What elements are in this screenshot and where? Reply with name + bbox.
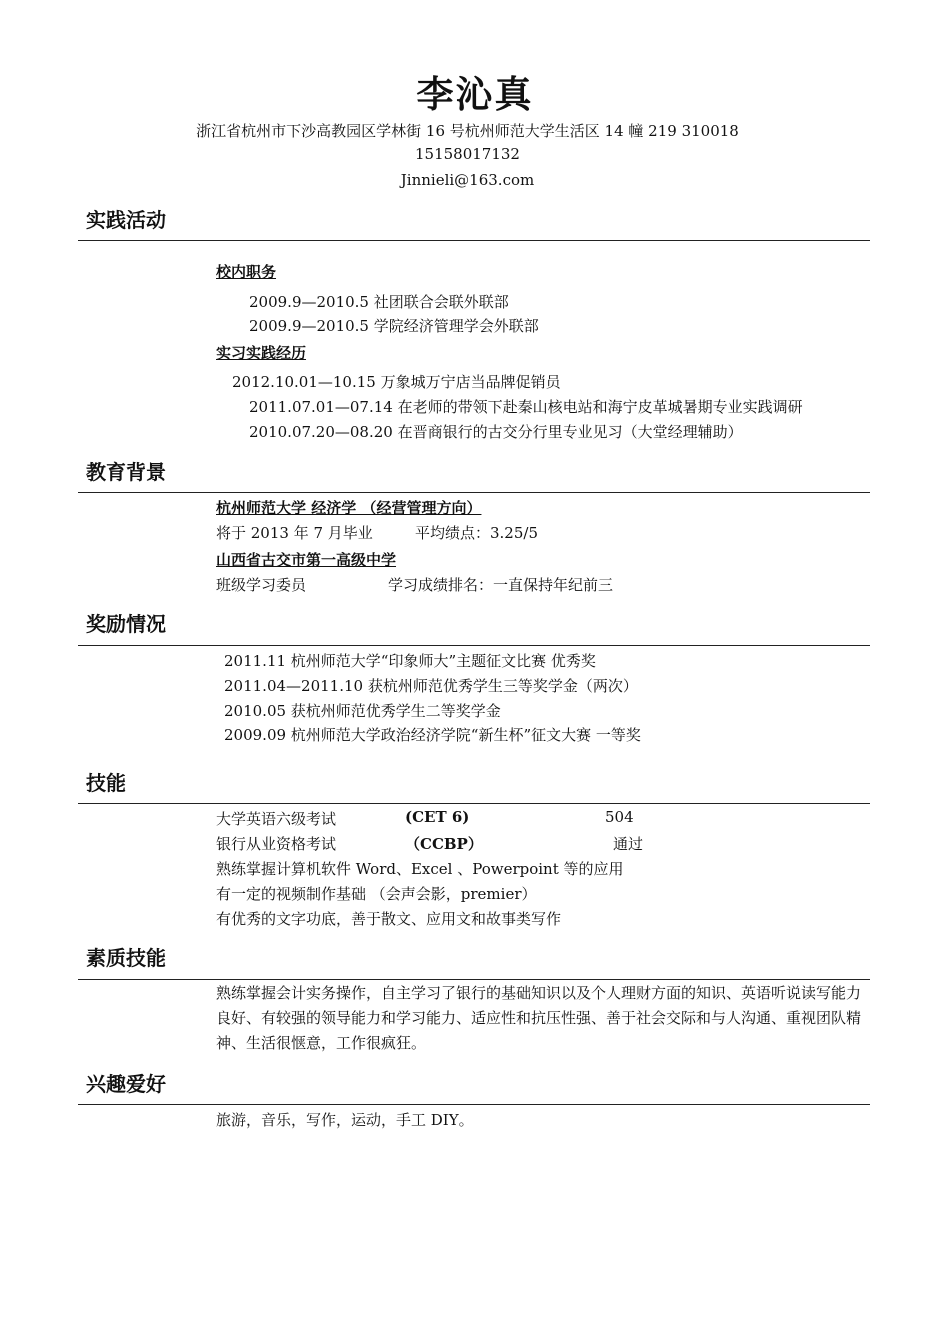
list-item: 2011.07.01—07.14 在老师的带领下赴秦山核电站和海宁皮革城暑期专业实践调研	[249, 398, 803, 416]
list-item: 熟练掌握计算机软件 Word、Excel 、Powerpoint 等的应用	[216, 860, 624, 878]
class-role: 班级学习委员	[216, 576, 307, 594]
list-item: 2011.04—2011.10 获杭州师范优秀学生三等奖学金（两次）	[224, 677, 638, 695]
phone: 15158017132	[415, 145, 520, 163]
email: Jinnieli@163.com	[400, 171, 535, 189]
ccbp-name: 银行从业资格考试	[216, 835, 337, 853]
address: 浙江省杭州市下沙高教园区学林街 16 号杭州师范大学生活区 14 幢 219 310018	[196, 122, 739, 140]
school-highschool: 山西省古交市第一高级中学	[216, 551, 397, 569]
section-title-skills: 技能	[86, 771, 126, 795]
list-item: 2012.10.01—10.15 万象城万宁店当品牌促销员	[232, 373, 561, 391]
list-item: 2009.09 杭州师范大学政治经济学院“新生杯”征文大赛 一等奖	[224, 726, 641, 744]
resume-name: 李沁真	[416, 73, 534, 116]
subheading-campus: 校内职务	[216, 263, 277, 281]
list-item: 2011.11 杭州师范大学“印象师大”主题征文比赛 优秀奖	[224, 652, 596, 670]
list-item: 2009.9—2010.5 社团联合会联外联部	[249, 293, 509, 311]
ccbp-code: （CCBP）	[405, 835, 483, 853]
list-item: 有一定的视频制作基础 （会声会影，premier）	[216, 885, 537, 903]
cet-score: 504	[605, 808, 634, 826]
section-divider	[78, 492, 870, 493]
section-divider	[78, 1104, 870, 1105]
section-title-hobbies: 兴趣爱好	[86, 1072, 166, 1096]
cet-name: 大学英语六级考试	[216, 810, 337, 828]
subheading-internship: 实习实践经历	[216, 344, 307, 362]
school-university: 杭州师范大学 经济学 （经营管理方向）	[216, 499, 482, 517]
list-item: 2010.05 获杭州师范优秀学生二等奖学金	[224, 702, 501, 720]
class-rank: 学习成绩排名：一直保持年纪前三	[388, 576, 614, 594]
hobbies-text: 旅游，音乐，写作，运动，手工 DIY。	[216, 1111, 474, 1129]
graduation-date: 将于 2013 年 7 月毕业	[216, 524, 373, 542]
section-divider	[78, 979, 870, 980]
list-item: 有优秀的文字功底，善于散文、应用文和故事类写作	[216, 910, 562, 928]
section-title-awards: 奖励情况	[86, 612, 166, 636]
cet-code: (CET 6)	[405, 808, 470, 826]
section-title-education: 教育背景	[86, 460, 166, 484]
section-divider	[78, 803, 870, 804]
section-title-quality: 素质技能	[86, 946, 166, 970]
list-item: 2010.07.20—08.20 在晋商银行的古交分行里专业见习（大堂经理辅助）	[249, 423, 743, 441]
ccbp-result: 通过	[613, 835, 644, 853]
list-item: 2009.9—2010.5 学院经济管理学会外联部	[249, 317, 539, 335]
section-divider	[78, 645, 870, 646]
gpa: 平均绩点：3.25/5	[415, 524, 538, 542]
section-divider	[78, 240, 870, 241]
quality-paragraph: 熟练掌握会计实务操作，自主学习了银行的基础知识以及个人理财方面的知识、英语听说读写能力良好、有较强的领导能力和学习能力、适应性和抗压性强、善于社会交际和与人沟通、重视团队精神、生活很惬意，工作很疯狂。	[216, 984, 862, 1052]
section-title-practice: 实践活动	[86, 208, 166, 232]
